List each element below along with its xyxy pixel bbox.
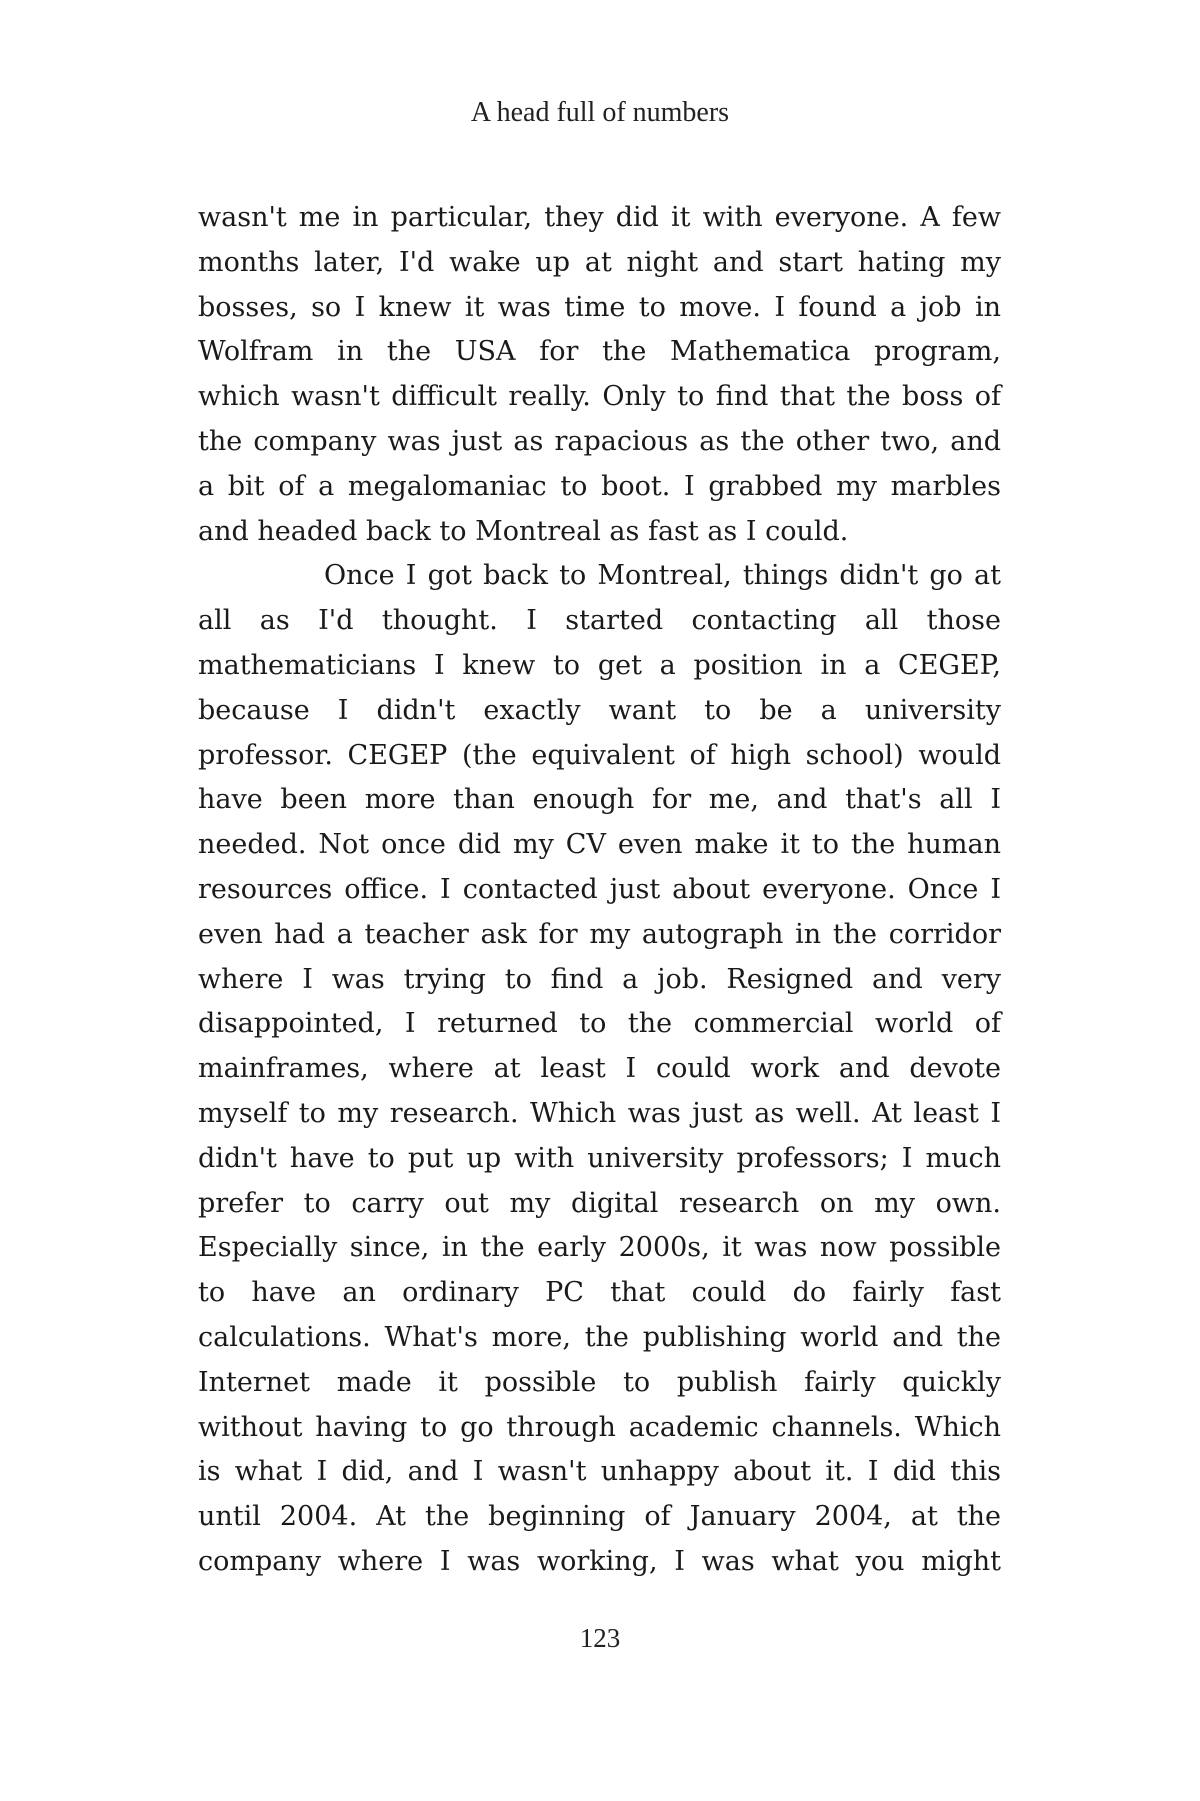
text-line: disappointed, I returned to the commercial world of — [198, 1008, 1001, 1040]
text-line: and headed back to Montreal as fast as I could. — [198, 515, 849, 547]
text-line: Wolfram in the USA for the Mathematica program, — [198, 336, 1001, 368]
text-line: bosses, so I knew it was time to move. I found a job in — [198, 291, 1001, 323]
text-line: where I was trying to find a job. Resigned and very — [198, 963, 1001, 995]
text-line: mathematicians I knew to get a position in a CEGEP, — [198, 649, 1001, 681]
text-line: to have an ordinary PC that could do fairly fast — [198, 1277, 1001, 1309]
text-line: all as I'd thought. I started contacting all those — [198, 605, 1001, 637]
text-line: Internet made it possible to publish fairly quickly — [198, 1366, 1001, 1398]
text-line: calculations. What's more, the publishing world and the — [198, 1321, 1001, 1353]
text-line: professor. CEGEP (the equivalent of high school) would — [198, 739, 1001, 771]
text-line: months later, I'd wake up at night and start hating my — [198, 246, 1001, 278]
text-line: Especially since, in the early 2000s, it was now possible — [198, 1232, 1001, 1264]
text-line: resources office. I contacted just about everyone. Once I — [198, 873, 1001, 905]
text-line: because I didn't exactly want to be a university — [198, 694, 1001, 726]
text-line: didn't have to put up with university professors; I much — [198, 1142, 1001, 1174]
text-line: even had a teacher ask for my autograph in the corridor — [198, 918, 1001, 950]
text-line: Once I got back to Montreal, things didn't go at — [324, 560, 1001, 592]
text-line: wasn't me in particular, they did it with everyone. A few — [198, 202, 1001, 233]
text-line: mainframes, where at least I could work and devote — [198, 1053, 1001, 1085]
text-line: which wasn't difficult really. Only to find that the boss of — [198, 381, 1001, 413]
text-line: company where I was working, I was what you might — [198, 1545, 1001, 1577]
text-line: myself to my research. Which was just as well. At least I — [198, 1097, 1001, 1129]
text-line: is what I did, and I wasn't unhappy about it. I did this — [198, 1456, 1001, 1488]
text-line: until 2004. At the beginning of January 2004, at the — [198, 1501, 1001, 1533]
running-header-title: A head full of numbers — [470, 97, 730, 128]
text-line: without having to go through academic channels. Which — [198, 1411, 1001, 1443]
paragraph-2 — [198, 554, 1001, 1584]
body-text — [198, 196, 1001, 1585]
text-line: a bit of a megalomaniac to boot. I grabbed my marbles — [198, 470, 1001, 502]
page-number: 123 — [579, 1623, 621, 1653]
text-line: needed. Not once did my CV even make it to the human — [198, 829, 1001, 861]
text-line: prefer to carry out my digital research on my own. — [198, 1187, 1001, 1219]
text-line: the company was just as rapacious as the other two, and — [198, 425, 1001, 457]
paragraph-1 — [198, 196, 1001, 554]
text-line: have been more than enough for me, and that's all I — [198, 784, 1001, 816]
